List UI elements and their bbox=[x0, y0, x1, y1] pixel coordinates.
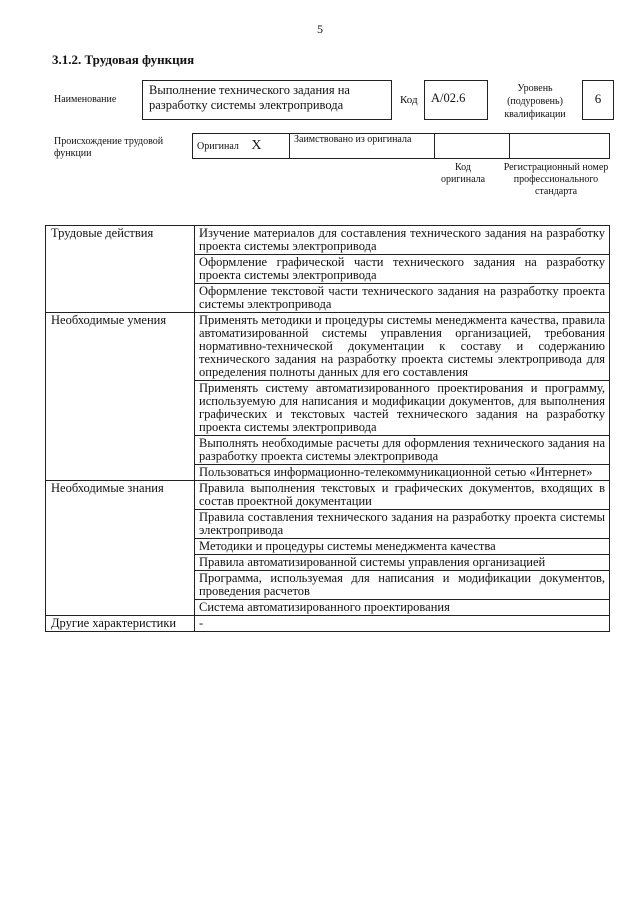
table-cell: Выполнять необходимые расчеты для оформления технического задания на разработку проекта системы электропривода bbox=[195, 436, 610, 465]
table-cell: Правила автоматизированной системы управления организацией bbox=[195, 555, 610, 571]
table-row bbox=[46, 481, 610, 510]
table-row bbox=[46, 226, 610, 255]
qualification-level-box: 6 bbox=[582, 80, 614, 120]
table-cell: Программа, используемая для написания и модификации документов, проведения расчетов bbox=[195, 571, 610, 600]
table-row bbox=[46, 313, 610, 381]
table-cell: Правила составления технического задания на разработку проекта системы электропривода bbox=[195, 510, 610, 539]
table-cell: Правила выполнения текстовых и графических документов, входящих в состав проектной документации bbox=[195, 481, 610, 510]
table-row bbox=[46, 616, 610, 632]
origin-grid bbox=[192, 133, 610, 159]
registration-number-label: Регистрационный номер профессионального стандарта bbox=[503, 162, 609, 197]
page-number: 5 bbox=[317, 22, 323, 36]
section-header-knowledge: Необходимые знания bbox=[46, 481, 195, 616]
section-header-skills: Необходимые умения bbox=[46, 313, 195, 481]
table-cell: Оформление графической части технического задания на разработку проекта системы электропривода bbox=[195, 255, 610, 284]
table-cell: Пользоваться информационно-телекоммуникационной сетью «Интернет» bbox=[195, 465, 610, 481]
section-header-other: Другие характеристики bbox=[46, 616, 195, 632]
qualification-level-label: Уровень (подуровень) квалификации bbox=[504, 83, 566, 120]
name-label: Наименование bbox=[54, 94, 117, 105]
code-value-box: A/02.6 bbox=[424, 80, 488, 120]
section-header-labor-actions: Трудовые действия bbox=[46, 226, 195, 313]
table-cell: Применять систему автоматизированного проектирования и программу, используемую для написания и модификации документов, для выполнения графических и текстовых частей технического задания на разработку проекта системы электропривода bbox=[195, 381, 610, 436]
table-cell: - bbox=[195, 616, 610, 632]
table-cell: Система автоматизированного проектирования bbox=[195, 600, 610, 616]
code-original-cell bbox=[435, 134, 510, 159]
origin-label: Происхождение трудовой функции bbox=[54, 136, 164, 159]
registration-number-cell bbox=[510, 134, 610, 159]
labor-function-table bbox=[45, 225, 610, 632]
original-mark: X bbox=[251, 138, 262, 153]
code-label: Код bbox=[400, 94, 418, 106]
table-cell: Методики и процедуры системы менеджмента качества bbox=[195, 539, 610, 555]
function-name-box: Выполнение технического задания на разработку системы электропривода bbox=[142, 80, 392, 120]
borrowed-cell: Заимствовано из оригинала bbox=[290, 134, 435, 159]
section-title: 3.1.2. Трудовая функция bbox=[52, 52, 195, 67]
table-cell: Применять методики и процедуры системы менеджмента качества, правила автоматизированной системы управления организацией, требования нормативно-технической документации к составу и содержанию технического задания на разработку проекта системы электропривода для определения полноты данных для его составления bbox=[195, 313, 610, 381]
table-cell: Изучение материалов для составления технического задания на разработку проекта системы электропривода bbox=[195, 226, 610, 255]
original-cell bbox=[193, 134, 290, 159]
code-original-label: Код оригинала bbox=[440, 162, 486, 185]
original-text: Оригинал bbox=[197, 141, 239, 152]
table-cell: Оформление текстовой части технического задания на разработку проекта системы электропривода bbox=[195, 284, 610, 313]
